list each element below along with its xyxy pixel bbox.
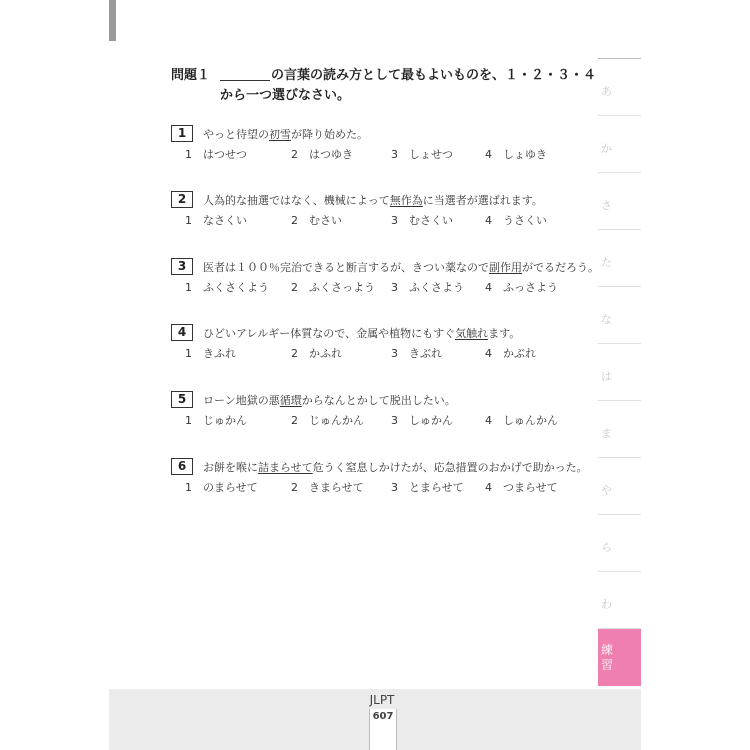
option-3[interactable]: 3 しゅかん bbox=[391, 414, 453, 427]
page-number-box bbox=[369, 709, 397, 750]
tab-ra[interactable]: ら bbox=[598, 514, 641, 571]
option-1[interactable]: 1 はつせつ bbox=[185, 148, 247, 161]
question-2 bbox=[171, 191, 591, 235]
tab-ka[interactable]: か bbox=[598, 115, 641, 172]
question-text: やっと待望の初雪が降り始めた。 bbox=[203, 128, 368, 141]
question-number: 6 bbox=[171, 458, 193, 475]
tab-a[interactable]: あ bbox=[598, 58, 641, 115]
option-4[interactable]: 4 つまらせて bbox=[485, 481, 558, 494]
option-1[interactable]: 1 なさくい bbox=[185, 214, 247, 227]
tab-sa[interactable]: さ bbox=[598, 172, 641, 229]
footer bbox=[109, 689, 641, 750]
option-2[interactable]: 2 きまらせて bbox=[291, 481, 364, 494]
question-number: 4 bbox=[171, 324, 193, 341]
question-number: 1 bbox=[171, 125, 193, 142]
tab-na[interactable]: な bbox=[598, 286, 641, 343]
option-2[interactable]: 2 じゅんかん bbox=[291, 414, 364, 427]
question-1 bbox=[171, 125, 591, 169]
question-text: お餅を喉に詰まらせて危うく窒息しかけたが、応急措置のおかげで助かった。 bbox=[203, 461, 588, 474]
underlined-word: 初雪 bbox=[269, 128, 291, 141]
option-1[interactable]: 1 ふくさくよう bbox=[185, 281, 269, 294]
option-4[interactable]: 4 ふっさよう bbox=[485, 281, 558, 294]
question-number: 5 bbox=[171, 391, 193, 408]
option-2[interactable]: 2 むさい bbox=[291, 214, 342, 227]
question-number: 2 bbox=[171, 191, 193, 208]
question-text: ひどいアレルギー体質なので、金属や植物にもすぐ気触れます。 bbox=[203, 327, 521, 340]
underlined-word: 無作為 bbox=[389, 194, 423, 207]
option-2[interactable]: 2 はつゆき bbox=[291, 148, 353, 161]
tab-ya[interactable]: や bbox=[598, 457, 641, 514]
page bbox=[109, 0, 641, 750]
index-tabs bbox=[598, 58, 641, 686]
tab-ma[interactable]: ま bbox=[598, 400, 641, 457]
option-4[interactable]: 4 かぶれ bbox=[485, 347, 536, 360]
question-text: 人為的な抽選ではなく、機械によって無作為に当選者が選ばれます。 bbox=[203, 194, 543, 207]
option-2[interactable]: 2 ふくさっよう bbox=[291, 281, 375, 294]
instruction-line-2: から一つ選びなさい。 bbox=[220, 88, 351, 103]
option-3[interactable]: 3 きぶれ bbox=[391, 347, 442, 360]
problem-label: 問題１ bbox=[171, 68, 211, 83]
underlined-word: 副作用 bbox=[489, 261, 522, 274]
option-3[interactable]: 3 とまらせて bbox=[391, 481, 464, 494]
question-3 bbox=[171, 258, 599, 302]
underlined-word: 気触れ bbox=[455, 327, 489, 340]
option-3[interactable]: 3 むさくい bbox=[391, 214, 453, 227]
tab-wa[interactable]: わ bbox=[598, 571, 641, 628]
question-text: 医者は１００％完治できると断言するが、きつい薬なので副作用がでるだろう。 bbox=[203, 261, 599, 274]
tab-ha[interactable]: は bbox=[598, 343, 641, 400]
question-number: 3 bbox=[171, 258, 193, 275]
option-3[interactable]: 3 しょせつ bbox=[391, 148, 453, 161]
option-4[interactable]: 4 しゅんかん bbox=[485, 414, 558, 427]
option-3[interactable]: 3 ふくさよう bbox=[391, 281, 464, 294]
footer-label: JLPT bbox=[369, 693, 395, 707]
question-6 bbox=[171, 458, 591, 502]
question-4 bbox=[171, 324, 591, 368]
instruction-line-1: の言葉の読み方として最もよいものを、１・２・３・４ bbox=[271, 68, 597, 83]
blank-line bbox=[220, 66, 270, 81]
tab-practice[interactable]: 練 習 bbox=[598, 628, 641, 686]
page-number: 607 bbox=[372, 711, 394, 722]
option-1[interactable]: 1 じゅかん bbox=[185, 414, 247, 427]
tab-ta[interactable]: た bbox=[598, 229, 641, 286]
option-4[interactable]: 4 しょゆき bbox=[485, 148, 547, 161]
underlined-word: 詰まらせて bbox=[258, 461, 313, 474]
underlined-word: 循環 bbox=[279, 394, 302, 407]
question-text: ローン地獄の悪循環からなんとかして脱出したい。 bbox=[203, 394, 456, 407]
option-4[interactable]: 4 うさくい bbox=[485, 214, 547, 227]
question-5 bbox=[171, 391, 591, 435]
option-1[interactable]: 1 きふれ bbox=[185, 347, 236, 360]
option-1[interactable]: 1 のまらせて bbox=[185, 481, 258, 494]
option-2[interactable]: 2 かふれ bbox=[291, 347, 342, 360]
